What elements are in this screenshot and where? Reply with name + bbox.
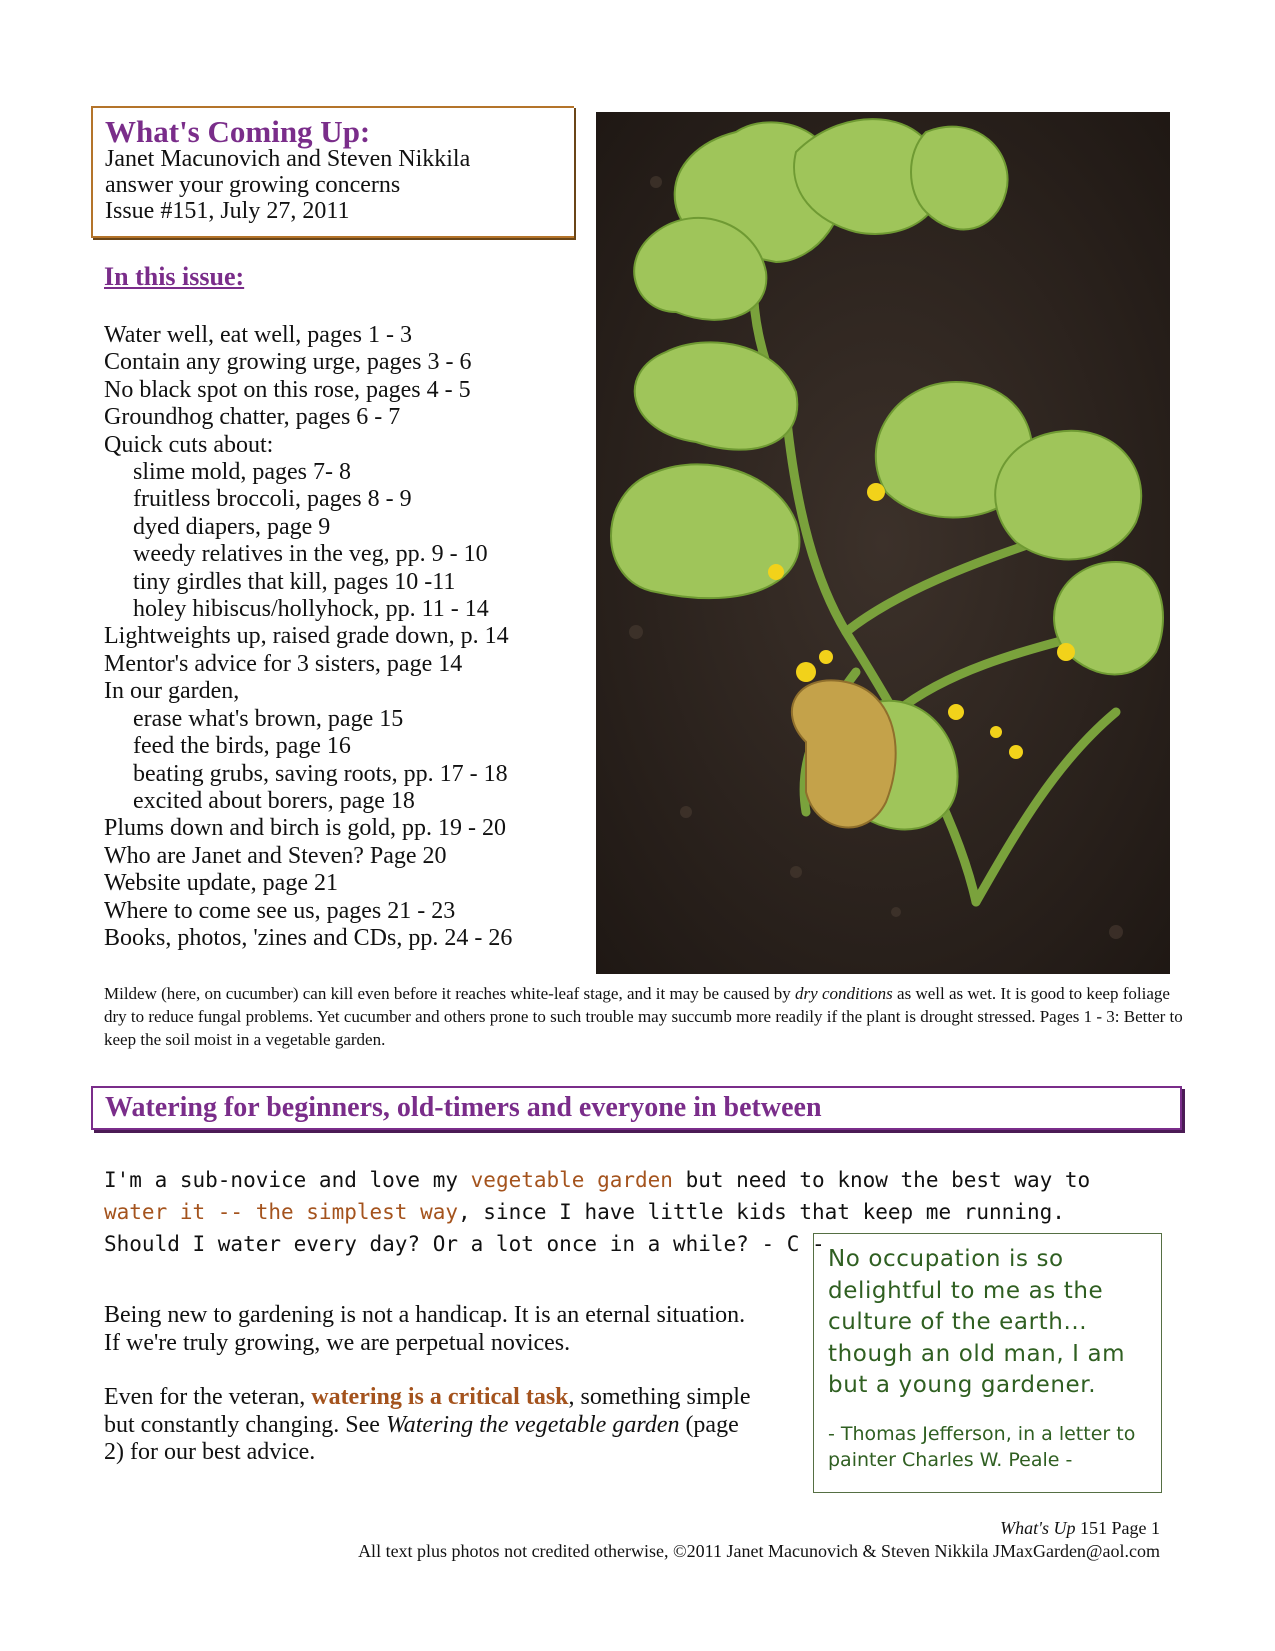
caption-text-2: as well as wet. It is good to keep foliage dry to reduce fungal problems. Yet cucumber and others prone to such trouble may succumb more readily if the plant is drought stressed. Pages 1 - 3: Better to keep the soil moist in a vegetable garden. — [104, 984, 1183, 1049]
toc-item: dyed diapers, page 9 — [133, 513, 331, 540]
toc-item: Plums down and birch is gold, pp. 19 - 20 — [104, 815, 506, 842]
toc-item: Who are Janet and Steven? Page 20 — [104, 842, 447, 869]
issue-line: Issue #151, July 27, 2011 — [105, 198, 350, 224]
answer-text: , something simple but constantly changing. See — [104, 1384, 751, 1438]
answer-text: (page 2) for our best advice. — [104, 1411, 739, 1465]
quote-text: No occupation is so delightful to me as the culture of the earth... though an old man, I am but a young gardener. — [828, 1246, 1126, 1398]
photo-caption — [104, 982, 1184, 1051]
toc-item: Contain any growing urge, pages 3 - 6 — [104, 349, 472, 376]
footer-publication: What's Up — [1000, 1518, 1076, 1538]
toc-item: excited about borers, page 18 — [133, 787, 415, 814]
table-of-contents — [104, 322, 512, 952]
toc-item: tiny girdles that kill, pages 10 -11 — [133, 568, 456, 595]
cucumber-plant-illustration — [596, 112, 1170, 974]
toc-item: Mentor's advice for 3 sisters, page 14 — [104, 650, 463, 677]
toc-item: Groundhog chatter, pages 6 - 7 — [104, 404, 401, 431]
question-highlight-garden: vegetable garden — [470, 1168, 673, 1192]
page-footer-copyright: All text plus photos not credited otherwise, ©2011 Janet Macunovich & Steven Nikkila JMaxGarden@aol.com — [358, 1541, 1160, 1561]
toc-item: No black spot on this rose, pages 4 - 5 — [104, 376, 471, 403]
toc-item: In our garden, — [104, 678, 240, 705]
answer-highlight: watering is a critical task — [311, 1384, 569, 1410]
toc-item: slime mold, pages 7- 8 — [133, 459, 351, 486]
question-text: I'm a sub-novice and love my — [104, 1168, 471, 1192]
toc-item: holey hibiscus/hollyhock, pp. 11 - 14 — [133, 596, 489, 623]
toc-item: Where to come see us, pages 21 - 23 — [104, 897, 456, 924]
caption-text-1: Mildew (here, on cucumber) can kill even before it reaches white-leaf stage, and it may be caused by — [104, 984, 796, 1003]
footer-page: 151 Page 1 — [1075, 1518, 1160, 1538]
answer-paragraph-2 — [104, 1384, 764, 1467]
section-heading-box — [91, 1086, 1182, 1130]
toc-heading: In this issue: — [104, 262, 245, 291]
cucumber-photo — [596, 112, 1170, 974]
newsletter-title: What's Coming Up: — [105, 114, 371, 149]
question-text: but need to know the best way to — [672, 1168, 1091, 1192]
answer-paragraph-1: Being new to gardening is not a handicap. It is an eternal situation. If we're truly growing, we are perpetual novices. — [104, 1302, 746, 1356]
toc-item: fruitless broccoli, pages 8 - 9 — [133, 486, 412, 513]
section-heading: Watering for beginners, old-timers and everyone in between — [105, 1092, 822, 1123]
quote-attribution: - Thomas Jefferson, in a letter to painter Charles W. Peale - — [828, 1423, 1136, 1471]
toc-item: Books, photos, 'zines and CDs, pp. 24 - 26 — [104, 924, 513, 951]
toc-item: beating grubs, saving roots, pp. 17 - 18 — [133, 760, 508, 787]
answer-italic-reference: Watering the vegetable garden — [385, 1411, 680, 1438]
toc-item: erase what's brown, page 15 — [133, 705, 404, 732]
question-text: , since I have little kids that keep me running. — [458, 1200, 1065, 1224]
toc-item: Lightweights up, raised grade down, p. 14 — [104, 623, 509, 650]
question-highlight-water: water it -- the simplest way — [104, 1200, 459, 1224]
question-line-2 — [104, 1196, 1090, 1228]
answer-text: Even for the veteran, — [104, 1384, 312, 1410]
question-line-1 — [104, 1164, 1090, 1196]
caption-italic: dry conditions — [795, 984, 893, 1003]
toc-item: weedy relatives in the veg, pp. 9 - 10 — [133, 541, 488, 568]
authors-line: Janet Macunovich and Steven Nikkila — [105, 146, 471, 172]
question-line-3: Should I water every day? Or a lot once in a while? - C - — [104, 1232, 825, 1256]
toc-item: Water well, eat well, pages 1 - 3 — [104, 322, 412, 348]
toc-item: feed the birds, page 16 — [133, 733, 351, 760]
masthead — [91, 106, 574, 238]
toc-item: Quick cuts about: — [104, 431, 274, 458]
quote-box — [813, 1233, 1162, 1493]
tagline: answer your growing concerns — [105, 172, 401, 198]
page-footer-issue — [1000, 1518, 1160, 1539]
toc-item: Website update, page 21 — [104, 870, 338, 897]
